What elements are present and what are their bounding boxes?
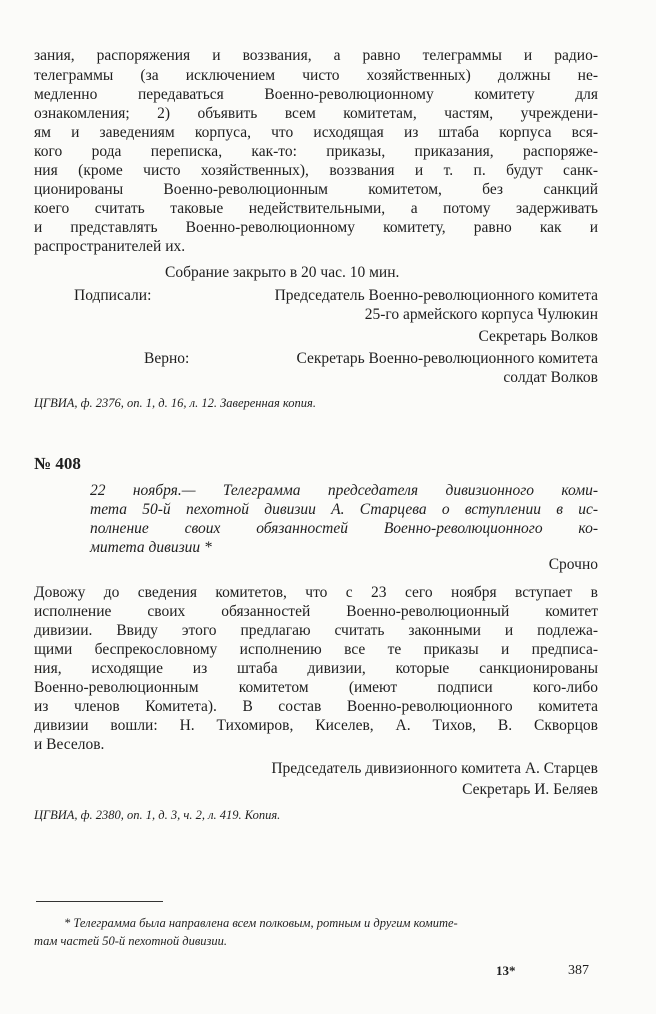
secretary-signature: Секретарь Волков bbox=[478, 328, 598, 345]
meeting-closed-note: Собрание закрыто в 20 час. 10 мин. bbox=[165, 264, 400, 281]
secretary-signature: Секретарь И. Беляев bbox=[462, 781, 598, 798]
footnote-divider bbox=[36, 901, 163, 902]
paragraph-line: ния (кроме чисто хозяйственных), воззвания и т. п. будут санк- bbox=[34, 162, 598, 179]
heading-line: полнение своих обязанностей Военно-революционного ко- bbox=[90, 520, 598, 537]
paragraph-line: ям и заведениям корпуса, что исходящая из штаба корпуса вся- bbox=[34, 124, 598, 141]
heading-line: тета 50-й пехотной дивизии А. Старцева о вступлении в ис- bbox=[90, 501, 598, 518]
true-copy-line: солдат Волков bbox=[503, 369, 598, 386]
body-line: исполнение своих обязанностей Военно-революционный комитет bbox=[34, 603, 598, 620]
true-copy-label: Верно: bbox=[144, 350, 190, 367]
archive-source: ЦГВИА, ф. 2376, оп. 1, д. 16, л. 12. Заверенная копия. bbox=[34, 396, 316, 410]
signature-line: 25-го армейского корпуса Чулюкин bbox=[364, 306, 598, 323]
body-line: щими беспрекословному исполнению все те приказы и предписа- bbox=[34, 641, 598, 658]
paragraph-line: ционированы Военно-революционным комитетом, без санкций bbox=[34, 181, 598, 198]
body-line: и Веселов. bbox=[34, 736, 105, 753]
signed-label: Подписали: bbox=[74, 287, 152, 304]
paragraph-line: и представлять Военно-революционному комитету, равно как и bbox=[34, 219, 598, 236]
chairman-signature: Председатель дивизионного комитета А. Старцев bbox=[271, 760, 598, 777]
signature-line: Председатель Военно-революционного комитета bbox=[274, 287, 598, 304]
body-line: из членов Комитета). В состав Военно-революционного комитета bbox=[34, 698, 598, 715]
body-line: Довожу до сведения комитетов, что с 23 сего ноября вступает в bbox=[34, 584, 598, 601]
paragraph-line: медленно передаваться Военно-революционному комитету для bbox=[34, 86, 598, 103]
urgency-mark: Срочно bbox=[548, 556, 598, 573]
body-line: ния, исходящие из штаба дивизии, которые санкционированы bbox=[34, 660, 598, 677]
heading-line: митета дивизии * bbox=[90, 539, 212, 556]
footnote-line: там частей 50-й пехотной дивизии. bbox=[34, 934, 228, 948]
paragraph-line: телеграммы (за исключением чисто хозяйственных) должны не- bbox=[34, 67, 598, 84]
paragraph-line: зания, распоряжения и воззвания, а равно телеграммы и радио- bbox=[34, 47, 598, 64]
body-line: Военно-революционным комитетом (имеют подписи кого-либо bbox=[34, 679, 598, 696]
heading-line: 22 ноября.— Телеграмма председателя дивизионного коми- bbox=[90, 482, 598, 499]
paragraph-line: коего считать таковые недействительными, а потому задерживать bbox=[34, 200, 598, 217]
paragraph-line: ознакомления; 2) объявить всем комитетам, частям, учреждени- bbox=[34, 105, 598, 122]
footnote-line: * Телеграмма была направлена всем полковым, ротным и другим комите- bbox=[64, 916, 458, 930]
archive-source: ЦГВИА, ф. 2380, оп. 1, д. 3, ч. 2, л. 419. Копия. bbox=[34, 808, 281, 822]
body-line: дивизии. Ввиду этого предлагаю считать законными и подлежа- bbox=[34, 622, 598, 639]
document-number: № 408 bbox=[34, 454, 81, 473]
paragraph-line: распространителей их. bbox=[34, 238, 186, 255]
paragraph-line: кого рода переписка, как-то: приказы, приказания, распоряже- bbox=[34, 143, 598, 160]
printer-signature-mark: 13* bbox=[496, 963, 516, 978]
true-copy-line: Секретарь Военно-революционного комитета bbox=[296, 350, 598, 367]
body-line: дивизии вошли: Н. Тихомиров, Киселев, А. Тихов, В. Скворцов bbox=[34, 717, 598, 734]
page-number: 387 bbox=[568, 963, 589, 978]
